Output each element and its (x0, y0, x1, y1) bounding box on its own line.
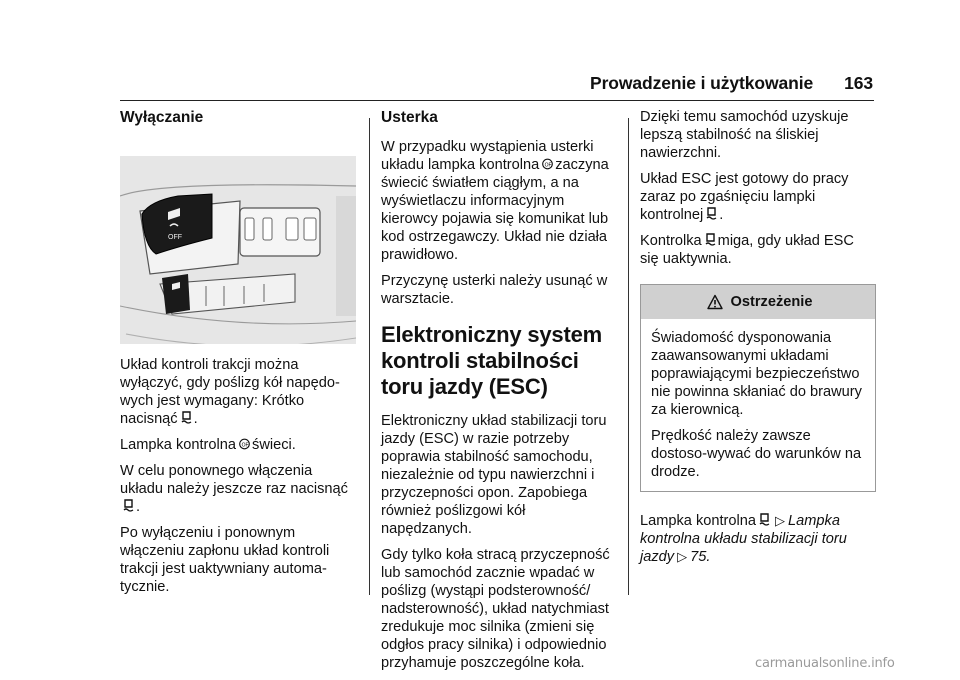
svg-text:OF: OF (241, 442, 249, 449)
heading-usterka: Usterka (381, 109, 438, 126)
paragraph: Kontrolka miga, gdy układ ESC się uaktywnia. (640, 233, 854, 267)
column-divider-1 (369, 118, 370, 595)
cross-reference-page[interactable]: 75 (690, 549, 707, 565)
warning-box (640, 284, 876, 492)
paragraph: Przyczynę usterki należy usunąć w warsztacie. (381, 273, 608, 307)
cross-reference-link[interactable]: Lampka kontrolna układu stabilizacji toru jazdy (640, 513, 847, 565)
column-2 (381, 108, 615, 680)
esc-icon (759, 513, 770, 527)
page-reference-arrow-icon: ▷ (775, 513, 786, 528)
paragraph: Układ ESC jest gotowy do pracy zaraz po zgaśnięciu lampki kontrolnej . (640, 171, 849, 223)
paragraph: Gdy tylko koła stracą przyczepność lub samochód zacznie wpadać w poślizg (wystąpi podsterowność/ nadsterowność), układ natychmiast zredukuje moc silnika (zmieni się odgłos pracy silnika) i odpowiednio przyhamuje poszczególne koła. (381, 547, 610, 671)
tc-off-icon (123, 499, 134, 513)
switch-panel-drawing (120, 156, 356, 344)
tc-off-icon (181, 411, 192, 425)
section-heading-esc: Elektroniczny system kontroli stabilności toru jazdy (ESC) (381, 322, 602, 399)
figure-off-label: OFF (168, 234, 182, 241)
paragraph: W celu ponownego włączenia układu należy jeszcze raz nacisnąć . (120, 463, 348, 515)
watermark: carmanualsonline.info (755, 656, 895, 671)
paragraph: Układ kontroli trakcji można wyłączyć, gdy poślizg kół napędo-wych jest wymagany: Krótko nacisnąć . (120, 357, 340, 427)
paragraph: Świadomość dysponowania zaawansowanymi układami poprawiającymi bezpieczeństwo nie powinna skłaniać do brawury za kierownicą. (651, 330, 862, 418)
paragraph: Po wyłączeniu i ponownym włączeniu zapłonu układ kontroli trakcji jest uaktywniany automa-tycznie. (120, 525, 330, 595)
header-rule (120, 100, 874, 101)
svg-text:OF: OF (544, 162, 552, 169)
page-reference-arrow-icon: ▷ (677, 549, 688, 564)
page-number: 163 (844, 73, 873, 93)
heading-wylaczanie: Wyłączanie (120, 109, 204, 126)
paragraph: Elektroniczny układ stabilizacji toru jazdy (ESC) w razie potrzeby poprawia stabilność samochodu, niezależnie od typu nawierzchni i przyczepności opon. Zapobiega również poślizgowi kół napędzanych. (381, 413, 607, 537)
warning-header (641, 285, 875, 319)
header-title: Prowadzenie i użytkowanie (590, 73, 814, 93)
warning-icon (707, 294, 723, 310)
esc-icon (706, 207, 717, 221)
switch-panel-illustration (120, 156, 356, 344)
cross-reference: Lampka kontrolna ▷ Lampka kontrolna układu stabilizacji toru jazdy ▷ 75. (640, 513, 847, 565)
paragraph: Prędkość należy zawsze dostoso-wywać do warunków na drodze. (651, 428, 862, 480)
column-divider-2 (628, 118, 629, 595)
esc-icon (705, 233, 716, 247)
paragraph: Lampka kontrolna OF świeci. (120, 437, 296, 453)
column-1 (120, 108, 356, 604)
paragraph: W przypadku wystąpienia usterki układu lampka kontrolna OF zaczyna świecić światłem ciągłym, a na wyświetlaczu informacyjnym kierowcy pojawia się komunikat lub kod ostrzegawczy. Układ nie działa prawidłowo. (381, 139, 609, 263)
tc-warning-icon (239, 437, 250, 451)
warning-title: Ostrzeżenie (730, 294, 813, 310)
warning-body (641, 319, 875, 491)
column-3 (640, 108, 876, 574)
tc-warning-icon (542, 157, 553, 171)
paragraph: Dzięki temu samochód uzyskuje lepszą stabilność na śliskiej nawierzchni. (640, 109, 849, 161)
